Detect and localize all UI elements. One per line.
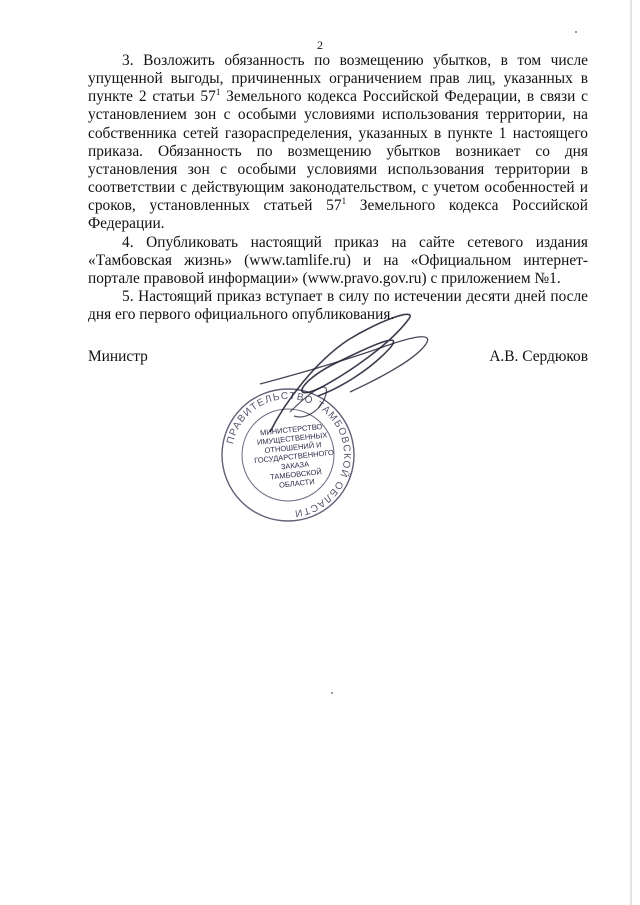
paragraph-3-part-1: 3. Возложить обязанность по возмещению убытков, в том числе упущенной выгоды, причиненных ограничением прав лиц, указанных в пункте 2 статьи 57 (88, 52, 588, 106)
paragraph-3-part-2: Земельного кодекса Российской Федерации, в связи с установлением зон с особыми условиями использования территории, на собственника сетей газораспределения, указанных в пункте 1 настоящего приказа. Обязанность по возмещению убытков возникает со дня установления зон с особыми условиями использования территории в соответствии с действующим законодательством, с учетом особенностей и сроков, установленных статьей 57 (88, 88, 588, 215)
document-body (88, 52, 588, 324)
superscript: 1 (215, 87, 221, 98)
handwritten-signature (230, 292, 450, 442)
signatory-name: А.В. Сердюков (489, 348, 588, 365)
paragraph-5: 5. Настоящий приказ вступает в силу по истечении десяти дней после дня его первого официального опубликования. (88, 288, 588, 324)
paragraph-3-part-3: Земельного кодекса Российской Федерации. (88, 197, 588, 233)
scan-dot (575, 31, 577, 33)
signatory-role: Министр (88, 348, 148, 365)
paragraph-4: 4. Опубликовать настоящий приказ на сайте сетевого издания «Тамбовская жизнь» (www.tamlife.ru) и на «Официальном интернет-портале правовой информации» (www.pravo.gov.ru) с приложением №1. (88, 233, 588, 287)
page-number: 2 (317, 38, 323, 52)
scan-edge-shadow (630, 0, 632, 905)
superscript: 1 (341, 196, 347, 207)
stamp-inner-text: МИНИСТЕРСТВО ИМУЩЕСТВЕННЫХ ОТНОШЕНИЙ И ГОСУДАРСТВЕННОГО ЗАКАЗА ТАМБОВСКОЙ ОБЛАСТИ (253, 421, 335, 490)
scan-dot (331, 692, 333, 694)
signature-stroke-1 (270, 314, 410, 432)
stamp-outer-text: ПРАВИТЕЛЬСТВО ТАМБОВСКОЙ ОБЛАСТИ (225, 390, 353, 519)
paragraph-3 (88, 52, 588, 234)
